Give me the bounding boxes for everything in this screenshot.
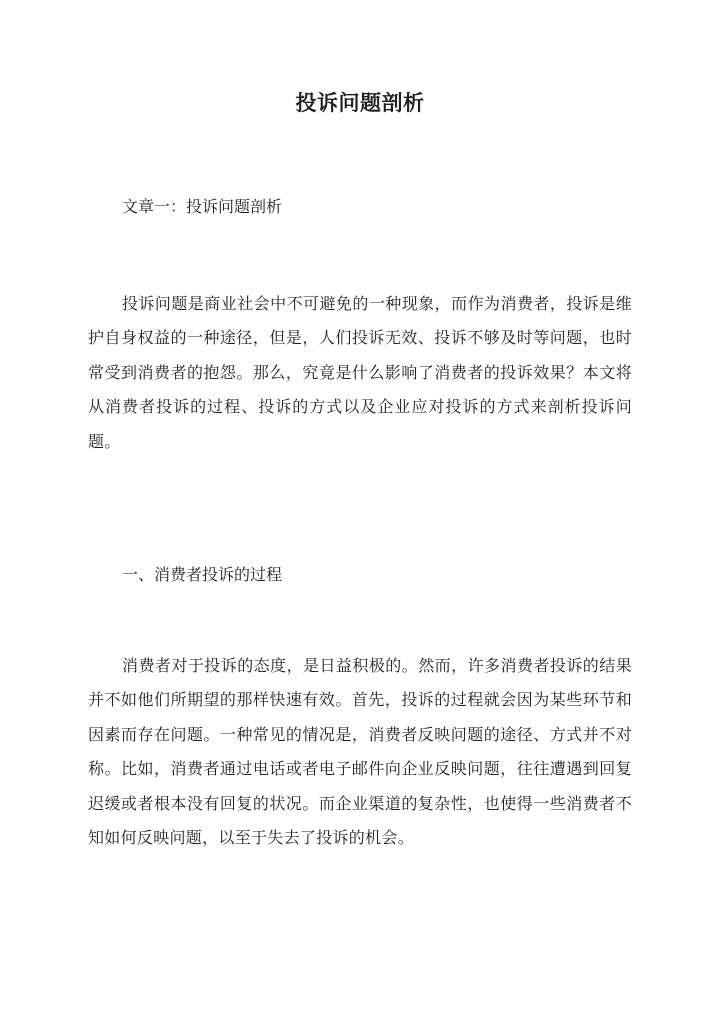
- section-paragraph: 消费者对于投诉的态度，是日益积极的。然而，许多消费者投诉的结果并不如他们所期望的那样快速有效。首先，投诉的过程就会因为某些环节和因素而存在问题。一种常见的情况是，消费者反映问题的途径、方式并不对称。比如，消费者通过电话或者电子邮件向企业反映问题，往往遭遇到回复迟缓或者根本没有回复的状况。而企业渠道的复杂性，也使得一些消费者不知如何反映问题，以至于失去了投诉的机会。: [88, 656, 632, 848]
- article-subtitle: 文章一：投诉问题剖析: [122, 197, 283, 216]
- section-heading: 一、消费者投诉的过程: [122, 565, 283, 584]
- document-title: 投诉问题剖析: [295, 90, 425, 115]
- intro-paragraph: 投诉问题是商业社会中不可避免的一种现象，而作为消费者，投诉是维护自身权益的一种途径，但是，人们投诉无效、投诉不够及时等问题，也时常受到消费者的抱怨。那么，究竟是什么影响了消费者的投诉效果？本文将从消费者投诉的过程、投诉的方式以及企业应对投诉的方式来剖析投诉问题。: [88, 294, 632, 451]
